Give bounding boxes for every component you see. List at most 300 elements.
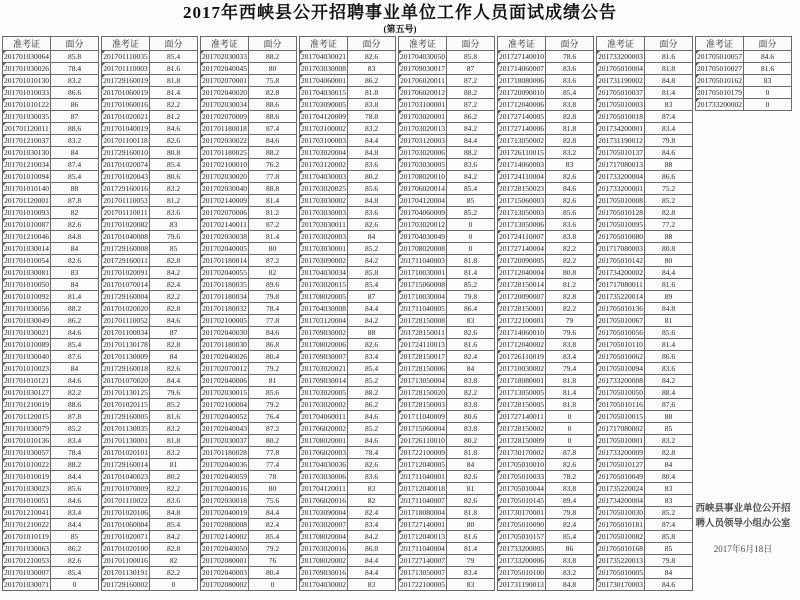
exam-id-cell: 201733200008 <box>598 376 643 385</box>
exam-id-cell: 201703100001 <box>400 100 445 109</box>
score-cell: 81 <box>447 483 495 495</box>
exam-id-cell: 201702040055 <box>202 268 247 277</box>
score-cell: 79.8 <box>645 555 693 567</box>
exam-id-cell: 201701100118 <box>103 136 148 145</box>
exam-id-cell: 201702100004 <box>202 400 247 409</box>
table-row <box>102 75 198 87</box>
table-row <box>102 147 198 159</box>
table-row <box>399 471 495 483</box>
exam-id-cell: 201709030016 <box>301 568 346 577</box>
table-row <box>102 63 198 75</box>
score-cell: 87 <box>447 63 495 75</box>
exam-id-cell: 201701020071 <box>103 532 148 541</box>
exam-id-cell: 201703020021 <box>301 364 346 373</box>
exam-id-cell: 201703020012 <box>400 220 445 229</box>
exam-id-cell: 201710030004 <box>400 292 445 301</box>
exam-id-cell: 201703090002 <box>301 256 346 265</box>
exam-id-cell: 201701180030 <box>202 340 247 349</box>
exam-id-cell: 201705010090 <box>499 520 544 529</box>
table-row <box>498 135 594 147</box>
score-cell: 85.4 <box>150 51 198 63</box>
table-row <box>3 291 99 303</box>
score-cell: 88 <box>645 231 693 243</box>
exam-id-cell: 201701030049 <box>4 316 49 325</box>
exam-id-cell: 201712040018 <box>400 484 445 493</box>
exam-id-cell: 201733200006 <box>499 556 544 565</box>
score-cell: 83.2 <box>150 447 198 459</box>
exam-id-cell: 201727140010 <box>499 52 544 61</box>
table-row <box>102 507 198 519</box>
score-cell: 81.6 <box>447 531 495 543</box>
exam-id-cell: 201705010044 <box>499 484 544 493</box>
exam-id-cell: 201704030049 <box>400 232 445 241</box>
column-group-6 <box>497 36 594 591</box>
score-cell: 83 <box>447 579 495 591</box>
table-row <box>399 543 495 555</box>
score-cell: 83.2 <box>150 423 198 435</box>
score-cell: 83.8 <box>546 339 594 351</box>
table-row <box>3 459 99 471</box>
exam-id-cell: 201702030015 <box>202 388 247 397</box>
score-header: 面分 <box>744 37 792 51</box>
exam-id-cell: 201734200001 <box>598 124 643 133</box>
exam-id-cell: 201701130009 <box>103 352 148 361</box>
score-cell: 81.6 <box>645 279 693 291</box>
table-row <box>201 327 297 339</box>
score-cell: 78 <box>249 471 297 483</box>
table-row <box>3 243 99 255</box>
table-row <box>300 399 396 411</box>
score-cell: 83 <box>645 483 693 495</box>
score-cell: 84.6 <box>249 327 297 339</box>
exam-id-cell: 201729160016 <box>103 184 148 193</box>
exam-id-cell: 201702030033 <box>202 52 247 61</box>
table-row <box>201 147 297 159</box>
score-cell: 78.8 <box>348 111 396 123</box>
exam-id-cell: 201702030034 <box>202 100 247 109</box>
exam-id-cell: 201711040005 <box>400 304 445 313</box>
exam-id-cell: 201702140011 <box>202 220 247 229</box>
table-row <box>498 423 594 435</box>
table-row <box>3 351 99 363</box>
table-row <box>597 303 693 315</box>
table-row <box>696 51 792 63</box>
exam-id-cell: 201701030130 <box>4 148 49 157</box>
score-table-2 <box>101 36 198 591</box>
table-row <box>597 219 693 231</box>
table-row <box>399 351 495 363</box>
table-row <box>300 87 396 99</box>
table-row <box>399 123 495 135</box>
exam-id-cell: 201705010162 <box>697 76 742 85</box>
score-cell: 85.6 <box>645 327 693 339</box>
exam-id-cell: 201730170002 <box>499 448 544 457</box>
table-row <box>201 231 297 243</box>
exam-id-cell: 201703020006 <box>400 148 445 157</box>
exam-id-cell: 201709030002 <box>301 328 346 337</box>
exam-id-cell: 201709030007 <box>301 352 346 361</box>
score-cell: 85.4 <box>348 363 396 375</box>
table-row <box>201 243 297 255</box>
table-row <box>201 399 297 411</box>
exam-id-cell: 201703020016 <box>301 544 346 553</box>
exam-id-cell: 201704030002 <box>301 580 346 589</box>
score-cell: 81.4 <box>51 291 99 303</box>
exam-id-cell: 201704060009 <box>400 208 445 217</box>
score-cell: 88.2 <box>249 51 297 63</box>
score-cell: 84 <box>150 351 198 363</box>
score-cell: 85.2 <box>348 375 396 387</box>
score-cell: 84 <box>51 279 99 291</box>
score-cell: 82.6 <box>546 459 594 471</box>
exam-id-cell: 201703030006 <box>301 472 346 481</box>
table-row <box>498 531 594 543</box>
exam-id-cell: 201702070001 <box>202 76 247 85</box>
exam-id-cell: 201701030127 <box>4 388 49 397</box>
score-cell: 75.2 <box>645 183 693 195</box>
score-cell: 87.6 <box>51 351 99 363</box>
score-cell: 82.2 <box>546 243 594 255</box>
table-row <box>201 51 297 63</box>
table-row <box>201 483 297 495</box>
score-cell: 79.8 <box>447 291 495 303</box>
score-cell: 80.8 <box>645 243 693 255</box>
score-cell: 79.8 <box>645 135 693 147</box>
exam-id-cell: 201705010181 <box>598 520 643 529</box>
table-row <box>498 399 594 411</box>
table-row <box>3 387 99 399</box>
issuing-office-line1: 西峡县事业单位公开招 <box>695 504 791 514</box>
exam-id-cell: 201701010089 <box>4 340 49 349</box>
score-cell: 80.2 <box>447 435 495 447</box>
table-row <box>300 183 396 195</box>
table-row <box>597 435 693 447</box>
exam-id-cell: 201702080002 <box>202 580 247 589</box>
exam-id-cell: 201705010033 <box>499 472 544 481</box>
exam-id-cell: 201701010022 <box>4 460 49 469</box>
table-row <box>399 135 495 147</box>
table-row <box>201 99 297 111</box>
table-row <box>300 63 396 75</box>
exam-id-cell: 201729160018 <box>103 364 148 373</box>
exam-id-cell: 201728150009 <box>499 436 544 445</box>
table-row <box>498 147 594 159</box>
exam-id-cell: 201705010008 <box>598 196 643 205</box>
score-cell: 81 <box>645 315 693 327</box>
exam-id-cell: 201703090004 <box>301 508 346 517</box>
table-row <box>399 303 495 315</box>
score-cell: 83.6 <box>150 207 198 219</box>
exam-id-cell: 201701130001 <box>103 436 148 445</box>
score-cell: 0 <box>249 579 297 591</box>
table-row <box>3 315 99 327</box>
exam-id-cell: 201701010087 <box>4 220 49 229</box>
exam-id-cell: 201722100005 <box>400 580 445 589</box>
exam-id-cell: 201701020115 <box>103 400 148 409</box>
table-row <box>498 507 594 519</box>
table-row <box>399 555 495 567</box>
table-row <box>399 507 495 519</box>
table-row <box>498 327 594 339</box>
score-cell: 86.2 <box>348 399 396 411</box>
exam-id-cell: 201706020016 <box>301 496 346 505</box>
score-cell: 82.2 <box>150 567 198 579</box>
table-row <box>399 243 495 255</box>
exam-id-cell: 201701120015 <box>4 412 49 421</box>
exam-id-cell: 201718080001 <box>499 376 544 385</box>
table-row <box>102 387 198 399</box>
exam-id-cell: 201728150014 <box>499 280 544 289</box>
score-cell: 79.2 <box>249 363 297 375</box>
table-row <box>597 63 693 75</box>
table-row <box>498 387 594 399</box>
exam-id-cell: 201702070009 <box>202 112 247 121</box>
exam-id-cell: 201724110004 <box>499 172 544 181</box>
table-row <box>597 459 693 471</box>
table-row <box>597 267 693 279</box>
issue-date: 2017年6月18日 <box>713 544 773 554</box>
exam-id-cell: 201705010049 <box>598 472 643 481</box>
score-cell: 85.4 <box>51 171 99 183</box>
score-cell: 87.8 <box>546 447 594 459</box>
exam-id-cell: 201706020002 <box>301 424 346 433</box>
score-cell: 85.4 <box>249 531 297 543</box>
score-cell: 87.8 <box>51 411 99 423</box>
exam-id-cell: 201714060010 <box>499 328 544 337</box>
table-row <box>597 135 693 147</box>
exam-id-cell: 201726110010 <box>400 436 445 445</box>
score-cell: 85.4 <box>150 159 198 171</box>
table-row <box>399 363 495 375</box>
score-cell: 84.4 <box>645 267 693 279</box>
table-row <box>300 315 396 327</box>
score-cell: 86 <box>546 543 594 555</box>
exam-id-cell: 201712040006 <box>499 100 544 109</box>
score-cell: 81.6 <box>150 411 198 423</box>
table-row <box>399 255 495 267</box>
exam-id-cell: 201706020011 <box>400 76 445 85</box>
exam-id-cell: 201705010015 <box>598 412 643 421</box>
score-cell: 88 <box>348 327 396 339</box>
table-row <box>201 411 297 423</box>
score-cell: 83.4 <box>51 435 99 447</box>
table-row <box>300 519 396 531</box>
score-cell: 84.4 <box>249 507 297 519</box>
table-row <box>102 255 198 267</box>
exam-id-cell: 201727140001 <box>400 520 445 529</box>
table-row <box>102 267 198 279</box>
score-cell: 83.6 <box>348 207 396 219</box>
table-row <box>597 375 693 387</box>
exam-id-cell: 201714060003 <box>499 160 544 169</box>
exam-id-cell: 201727140004 <box>499 244 544 253</box>
score-cell: 88.2 <box>51 459 99 471</box>
score-cell: 88.6 <box>51 399 99 411</box>
table-row <box>102 111 198 123</box>
exam-id-cell: 201722100009 <box>400 448 445 457</box>
table-row <box>300 435 396 447</box>
exam-id-cell: 201734200004 <box>598 496 643 505</box>
score-cell: 82.6 <box>348 339 396 351</box>
exam-id-cell: 201705010179 <box>697 88 742 97</box>
table-row <box>597 447 693 459</box>
score-cell: 80.4 <box>249 351 297 363</box>
table-row <box>102 99 198 111</box>
exam-id-cell: 201705010082 <box>598 532 643 541</box>
table-row <box>102 567 198 579</box>
score-cell: 82.8 <box>645 447 693 459</box>
exam-id-cell: 201705010057 <box>697 52 742 61</box>
header-row <box>696 37 792 51</box>
exam-id-cell: 201731190012 <box>598 136 643 145</box>
score-cell: 82.6 <box>51 219 99 231</box>
exam-id-cell: 201702070006 <box>202 208 247 217</box>
score-cell: 84 <box>645 567 693 579</box>
exam-id-cell: 201701030040 <box>4 352 49 361</box>
table-row <box>300 483 396 495</box>
score-cell: 85 <box>645 423 693 435</box>
exam-id-cell: 201733200002 <box>697 100 742 109</box>
score-cell: 80.4 <box>249 567 297 579</box>
score-cell: 80 <box>447 519 495 531</box>
exam-id-cell: 201705010145 <box>499 496 544 505</box>
score-cell: 81.4 <box>447 267 495 279</box>
table-row <box>498 75 594 87</box>
exam-id-cell: 201701210046 <box>4 232 49 241</box>
table-row <box>597 531 693 543</box>
table-row <box>498 459 594 471</box>
table-row <box>597 291 693 303</box>
exam-id-cell: 201715060003 <box>499 196 544 205</box>
exam-id-cell: 201710030001 <box>400 268 445 277</box>
exam-id-cell: 201701210053 <box>4 556 49 565</box>
exam-id-cell: 201704060001 <box>301 76 346 85</box>
table-row <box>498 231 594 243</box>
score-cell: 82 <box>249 267 297 279</box>
table-row <box>399 267 495 279</box>
exam-id-cell: 201705010168 <box>598 544 643 553</box>
exam-id-cell: 201701210037 <box>4 136 49 145</box>
exam-id-cell: 201701110035 <box>103 52 148 61</box>
score-cell: 82.4 <box>150 279 198 291</box>
exam-id-cell: 201701210041 <box>4 508 49 517</box>
table-row <box>3 195 99 207</box>
exam-id-cell: 201701020020 <box>103 304 148 313</box>
exam-id-header: 准考证 <box>201 37 249 51</box>
score-cell: 83.8 <box>546 483 594 495</box>
exam-id-cell: 201708020002 <box>301 556 346 565</box>
score-cell: 84.4 <box>51 471 99 483</box>
exam-id-cell: 201729160004 <box>103 292 148 301</box>
exam-id-header: 准考证 <box>498 37 546 51</box>
table-row <box>3 375 99 387</box>
table-row <box>201 495 297 507</box>
exam-id-cell: 201702080001 <box>202 556 247 565</box>
exam-id-cell: 201726110015 <box>499 148 544 157</box>
exam-id-cell: 201705010005 <box>598 568 643 577</box>
exam-id-cell: 201701010140 <box>4 184 49 193</box>
exam-id-cell: 201705010080 <box>598 232 643 241</box>
table-row <box>201 375 297 387</box>
exam-id-cell: 201705010010 <box>499 460 544 469</box>
exam-id-cell: 201720090010 <box>499 88 544 97</box>
table-row <box>300 159 396 171</box>
exam-id-cell: 201728150011 <box>400 328 445 337</box>
exam-id-cell: 201702140009 <box>202 196 247 205</box>
table-row <box>498 435 594 447</box>
score-cell: 83.4 <box>546 351 594 363</box>
table-row <box>498 567 594 579</box>
score-cell: 81.4 <box>249 195 297 207</box>
table-row <box>300 447 396 459</box>
exam-id-cell: 201728150002 <box>499 424 544 433</box>
table-row <box>300 291 396 303</box>
table-row <box>300 207 396 219</box>
score-cell: 85.2 <box>348 243 396 255</box>
exam-id-cell: 201717080003 <box>598 244 643 253</box>
exam-id-header: 准考证 <box>696 37 744 51</box>
score-cell: 83.6 <box>348 159 396 171</box>
score-cell: 80 <box>249 63 297 75</box>
table-row <box>498 87 594 99</box>
table-row <box>597 339 693 351</box>
score-cell: 84.8 <box>645 75 693 87</box>
exam-id-cell: 201727140006 <box>499 124 544 133</box>
score-cell: 82.6 <box>150 363 198 375</box>
score-cell: 83 <box>645 495 693 507</box>
table-row <box>201 171 297 183</box>
score-cell: 81.6 <box>645 51 693 63</box>
score-cell: 82.4 <box>249 519 297 531</box>
exam-id-cell: 201705010030 <box>598 508 643 517</box>
score-cell: 85.8 <box>51 51 99 63</box>
score-cell: 82.2 <box>150 291 198 303</box>
score-cell: 81 <box>150 459 198 471</box>
table-row <box>597 279 693 291</box>
exam-id-cell: 201701010023 <box>4 364 49 373</box>
header-row <box>300 37 396 51</box>
score-cell: 82.4 <box>348 507 396 519</box>
exam-id-cell: 201712040005 <box>400 460 445 469</box>
table-row <box>597 543 693 555</box>
score-cell: 82.8 <box>150 339 198 351</box>
exam-id-cell: 201701010050 <box>4 280 49 289</box>
score-cell: 84.8 <box>546 579 594 591</box>
exam-id-cell: 201703090005 <box>301 100 346 109</box>
exam-id-cell: 201705010037 <box>598 88 643 97</box>
score-cell: 80.8 <box>150 147 198 159</box>
exam-id-cell: 201729160005 <box>103 412 148 421</box>
score-cell: 82.4 <box>447 351 495 363</box>
exam-id-cell: 201713050007 <box>400 568 445 577</box>
table-row <box>597 231 693 243</box>
exam-id-cell: 201729160011 <box>103 256 148 265</box>
exam-id-cell: 201701180034 <box>202 292 247 301</box>
score-cell: 84.2 <box>348 315 396 327</box>
exam-id-cell: 201703020015 <box>301 280 346 289</box>
table-row <box>3 111 99 123</box>
score-cell: 83.8 <box>546 231 594 243</box>
table-row <box>399 375 495 387</box>
table-row <box>102 483 198 495</box>
score-cell: 87.8 <box>51 195 99 207</box>
exam-id-cell: 201701060019 <box>103 88 148 97</box>
exam-id-cell: 201717080002 <box>598 424 643 433</box>
exam-id-cell: 201701030071 <box>4 580 49 589</box>
table-row <box>201 63 297 75</box>
score-cell: 84.8 <box>51 231 99 243</box>
exam-id-cell: 201701130191 <box>103 568 148 577</box>
